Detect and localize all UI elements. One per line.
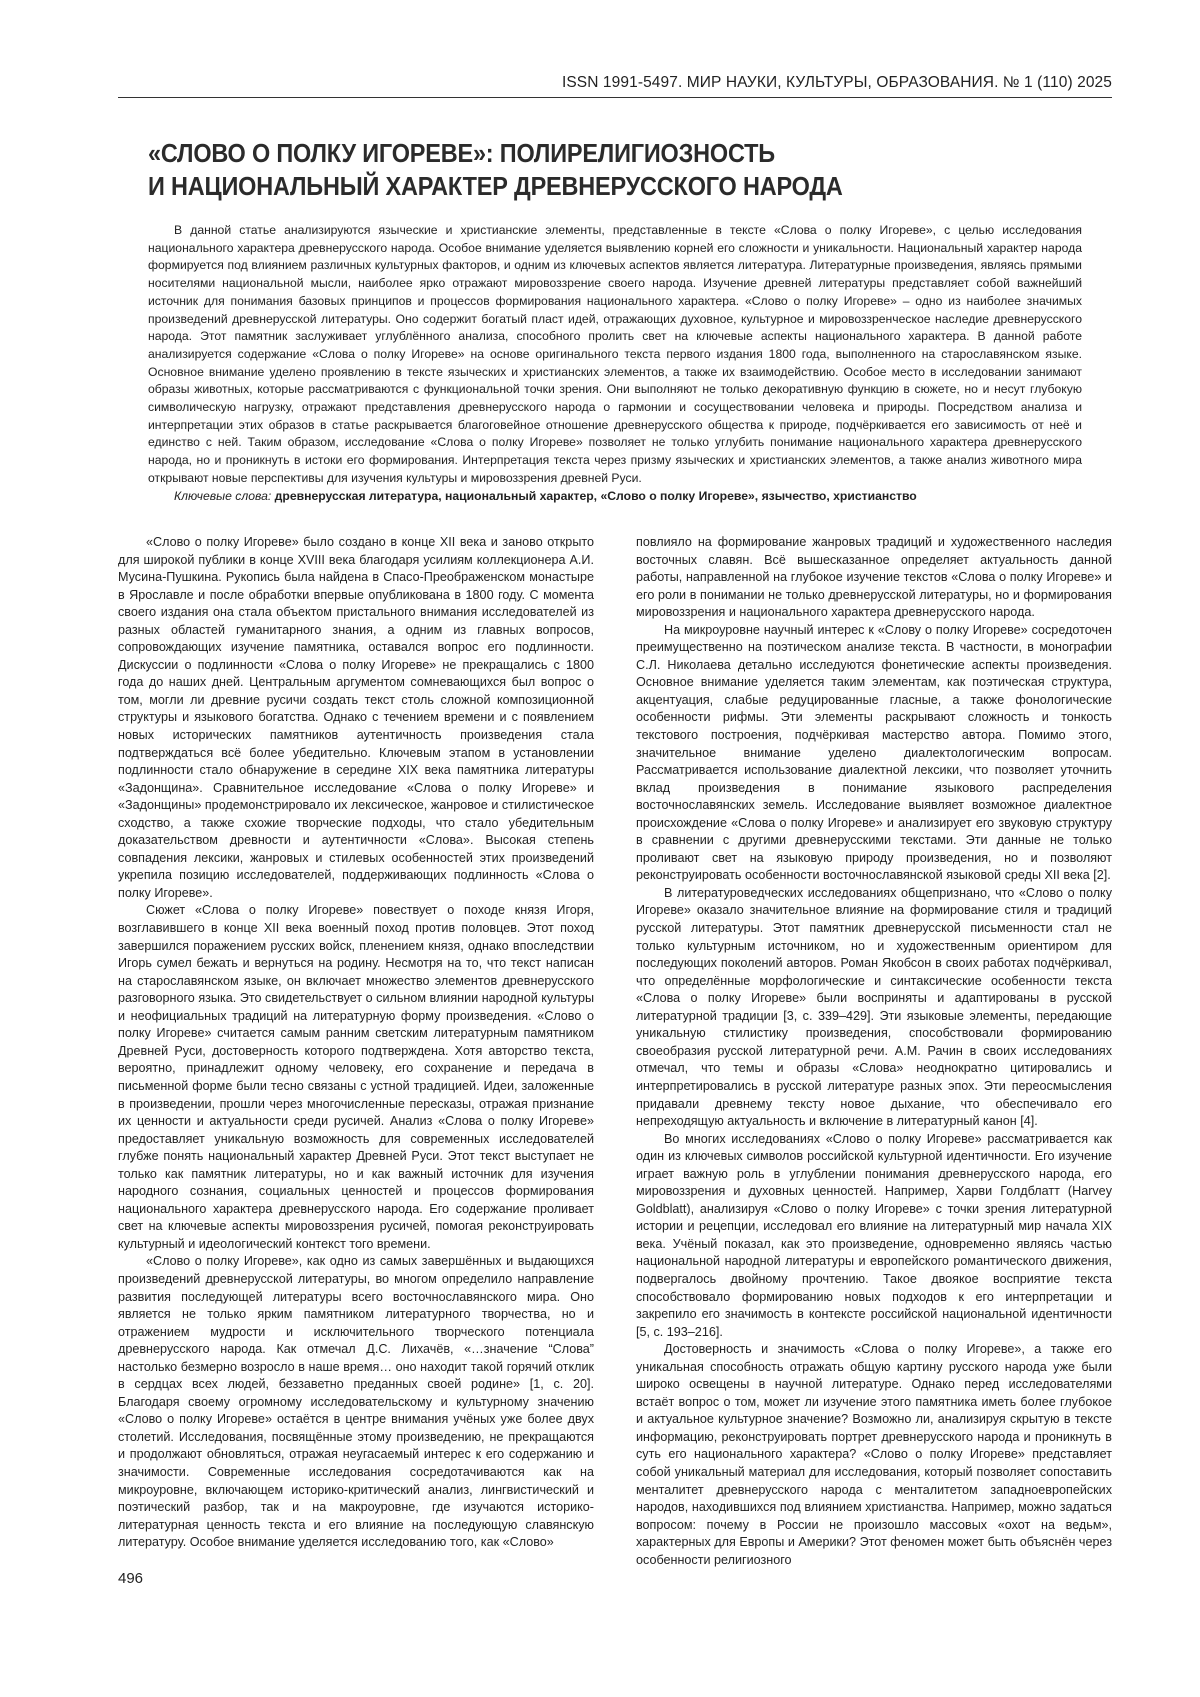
body-paragraph: «Слово о полку Игореве», как одно из самых завершённых и выдающихся произведений древнерусской литературы, во многом определило направление развития последующей литературы всего восточнославянского мира. Оно является не только ярким памятником литературного творчества, но и отражением мудрости и исключительного творческого потенциала древнерусского народа. Как отмечал Д.С. Лихачёв, «…значение “Слова” настолько безмерно возросло в наше время… оно находит такой горячий отклик в сердцах всех людей, беззаветно преданных своей родине» [1, с. 20]. Благодаря своему огромному исследовательскому и культурному значению «Слово о полку Игореве» остаётся в центре внимания учёных уже более двух столетий. Исследования, посвящённые этому произведению, не прекращаются и продолжают обновляться, отражая неугасаемый интерес к его содержанию и значимости. Современные исследования сосредотачиваются как на микроуровне, включающем историко-критический анализ, лингвистический и поэтический разбор, так и на макроуровне, где изучаются историко-литературная ценность текста и его влияние на последующую славянскую литературу. Особое внимание уделяется исследованию того, как «Слово» bbox=[118, 1253, 594, 1551]
page-number: 496 bbox=[118, 1570, 143, 1587]
body-column-left bbox=[118, 534, 594, 1552]
body-column-right bbox=[636, 534, 1112, 1569]
body-paragraph: Сюжет «Слова о полку Игореве» повествует о походе князя Игоря, возглавившего в конце XII века военный поход против половцев. Этот поход завершился поражением русских войск, пленением князя, однако впоследствии Игорь сумел бежать и вернуться на родину. Несмотря на то, что текст написан на старославянском языке, он включает множество элементов древнерусского разговорного языка. Это свидетельствует о сильном влиянии народной культуры и неофициальных традиций на литературную форму произведения. «Слово о полку Игореве» считается самым ранним светским литературным памятником Древней Руси, достоверность которого подтверждена. Хотя авторство текста, вероятно, принадлежит одному человеку, его сохранение и передача в письменной форме были тесно связаны с устной традицией. Идеи, заложенные в произведении, прошли через многочисленные пересказы, отражая признание их ценности и актуальности среди русичей. Анализ «Слова о полку Игореве» предоставляет уникальную возможность для современных исследователей глубже понять национальный характер Древней Руси. Этот текст выступает не только как памятник литературы, но и как важный источник для изучения народного сознания, социальных ценностей и процессов формирования национального характера древнерусского народа. Его содержание проливает свет на ключевые аспекты мировоззрения русичей, помогая реконструировать культурный и идеологический контекст того времени. bbox=[118, 902, 594, 1253]
title-line-2: И НАЦИОНАЛЬНЫЙ ХАРАКТЕР ДРЕВНЕРУССКОГО НАРОДА bbox=[148, 171, 1004, 204]
body-paragraph: Достоверность и значимость «Слова о полку Игореве», а также его уникальная способность отражать общую картину русского народа уже были широко освещены в научной литературе. Однако перед исследователями встаёт вопрос о том, может ли изучение этого памятника иметь более глубокое и актуальное культурное значение? Возможно ли, анализируя скрытую в тексте информацию, реконструировать портрет древнерусского народа и проникнуть в суть его национального характера? «Слово о полку Игореве» представляет собой уникальный материал для исследования, который позволяет сопоставить менталитет древнерусского народа с менталитетом западноевропейских народов, находившихся под влиянием христианства. Например, можно задаться вопросом: почему в России не произошло массовых «охот на ведьм», характерных для Европы и Америки? Этот феномен может быть объяснён через особенности религиозного bbox=[636, 1341, 1112, 1569]
keywords-list: древнерусская литература, национальный характер, «Слово о полку Игореве», язычество, христианство bbox=[275, 489, 917, 503]
body-paragraph: На микроуровне научный интерес к «Слову о полку Игореве» сосредоточен преимущественно на поэтическом анализе текста. В частности, в монографии С.Л. Николаева детально исследуются фонетические аспекты произведения. Основное внимание уделяется таким элементам, как поэтическая структура, акцентуация, слабые редуцированные гласные, а также фонологические особенности рифмы. Эти элементы раскрывают сложность и тонкость текстового построения, подчёркивая мастерство автора. Помимо этого, значительное внимание уделено диалектологическим вопросам. Рассматривается использование диалектной лексики, что позволяет уточнить вклад произведения в понимание языкового распределения восточнославянских земель. Исследование выявляет возможное диалектное происхождение «Слова о полку Игореве» и анализирует его звуковую структуру в сравнении с другими древнерусскими текстами. Эти данные не только проливают свет на языковую природу произведения, но и позволяют реконструировать особенности восточнославянской языковой среды XII века [2]. bbox=[636, 622, 1112, 885]
header-rule bbox=[118, 97, 1112, 98]
body-paragraph-continued: повлияло на формирование жанровых традиций и художественного наследия восточных славян. Всё вышесказанное определяет актуальность данной работы, направленной на глубокое изучение текстов «Слова о полку Игореве» и его роли в понимании не только древнерусской литературы, но и формирования мировоззрения и национального характера древнерусского народа. bbox=[636, 534, 1112, 622]
article-title bbox=[148, 138, 1004, 204]
body-paragraph: Во многих исследованиях «Слово о полку Игореве» рассматривается как один из ключевых символов российской культурной идентичности. Его изучение играет важную роль в углублении понимания древнерусского народа, его мировоззрения и духовных ценностей. Например, Харви Голдблатт (Harvey Goldblatt), анализируя «Слово о полку Игореве» с точки зрения литературной истории и рецепции, исследовал его влияние на литературный мир начала XIX века. Учёный показал, как это произведение, одновременно являясь частью национальной народной литературы и европейского романтического движения, подвергалось двойному прочтению. Такое двоякое восприятие текста способствовало формированию новых подходов к его интерпретации и закрепило его значимость в контексте российской национальной идентичности [5, с. 193–216]. bbox=[636, 1131, 1112, 1342]
keywords-label: Ключевые слова: bbox=[174, 489, 271, 503]
keywords bbox=[148, 488, 1082, 506]
abstract bbox=[148, 222, 1082, 505]
running-head: ISSN 1991-5497. МИР НАУКИ, КУЛЬТУРЫ, ОБРАЗОВАНИЯ. № 1 (110) 2025 bbox=[118, 74, 1112, 92]
title-line-1: «СЛОВО О ПОЛКУ ИГОРЕВЕ»: ПОЛИРЕЛИГИОЗНОСТЬ bbox=[148, 138, 1004, 171]
body-paragraph: В литературоведческих исследованиях общепризнано, что «Слово о полку Игореве» оказало значительное влияние на формирование стиля и традиций русской литературы. Этот памятник древнерусской письменности стал не только культурным источником, но и художественным ориентиром для последующих поколений авторов. Роман Якобсон в своих работах подчёркивал, что определённые морфологические и синтаксические особенности текста «Слова о полку Игореве» были восприняты и адаптированы в русской литературной традиции [3, с. 339–429]. Эти языковые элементы, передающие уникальную стилистику произведения, способствовали формированию своеобразия русской литературной речи. А.М. Рачин в своих исследованиях отмечал, что темы и образы «Слова» неоднократно цитировались и интерпретировались в русской литературе разных эпох. Эти переосмысления придавали древнему тексту новое дыхание, что обеспечивало его непреходящую актуальность и включение в литературный канон [4]. bbox=[636, 885, 1112, 1131]
abstract-text: В данной статье анализируются языческие и христианские элементы, представленные в тексте «Слова о полку Игореве», с целью исследования национального характера древнерусского народа. Особое внимание уделяется выявлению корней его сложности и уникальности. Национальный характер народа формируется под влиянием различных культурных факторов, и одним из ключевых аспектов является литература. Литературные произведения, являясь прямыми носителями национальной мысли, наиболее ярко отражают мировоззрение своего народа. Изучение древней литературы представляет собой важнейший источник для понимания базовых принципов и процессов формирования национального характера. «Слово о полку Игореве» – одно из наиболее значимых произведений древнерусской литературы. Оно содержит богатый пласт идей, отражающих духовное, культурное и мировоззренческое наследие древнерусского народа. Этот памятник заслуживает углублённого анализа, способного пролить свет на ключевые аспекты национального характера. В данной работе анализируется содержание «Слова о полку Игореве» на основе оригинального текста первого издания 1800 года, выполненного на старославянском языке. Основное внимание уделено проявлению в тексте языческих и христианских элементов, а также их взаимодействию. Особое место в исследовании занимают образы животных, которые рассматриваются с функциональной точки зрения. Они выполняют не только декоративную функцию в сюжете, но и несут глубокую символическую нагрузку, отражают представления древнерусского народа о гармонии и сосуществовании человека и природы. Посредством анализа и интерпретации этих образов в статье раскрывается благоговейное отношение древнерусского общества к природе, подчёркивается его зависимость от неё и единство с ней. Таким образом, исследование «Слова о полку Игореве» позволяет не только углубить понимание национального характера древнерусского народа, но и проникнуть в истоки его формирования. Интерпретация текста через призму языческих и христианских элементов, а также анализ животного мира открывают новые перспективы для изучения культуры и мировоззрения древней Руси. bbox=[148, 222, 1082, 488]
body-paragraph: «Слово о полку Игореве» было создано в конце XII века и заново открыто для широкой публики в конце XVIII века благодаря усилиям коллекционера А.И. Мусина-Пушкина. Рукопись была найдена в Спасо-Преображенском монастыре в Ярославле и после обработки впервые опубликована в 1800 году. С момента своего издания она стала объектом пристального внимания исследователей из разных областей гуманитарного знания, а одним из главных вопросов, сопровождающих изучение памятника, оставался вопрос его подлинности. Дискуссии о подлинности «Слова о полку Игореве» не прекращались с 1800 года до наших дней. Центральным аргументом сомневающихся был вопрос о том, могли ли древние русичи создать текст столь сложной композиционной структуры и языкового богатства. Однако с течением времени и с появлением новых исторических памятников аутентичность произведения стала подтверждаться всё более убедительно. Ключевым этапом в установлении подлинности стало обнаружение в середине XIX века памятника литературы «Задонщина». Сравнительное исследование «Слова о полку Игореве» и «Задонщины» продемонстрировало их лексическое, жанровое и стилистическое сходство, а также схожие творческие подходы, что стало убедительным доказательством древности и аутентичности «Слова». Высокая степень совпадения лексики, жанровых и стилевых особенностей этих произведений укрепила позицию исследователей, поддерживающих подлинность «Слова о полку Игореве». bbox=[118, 534, 594, 902]
